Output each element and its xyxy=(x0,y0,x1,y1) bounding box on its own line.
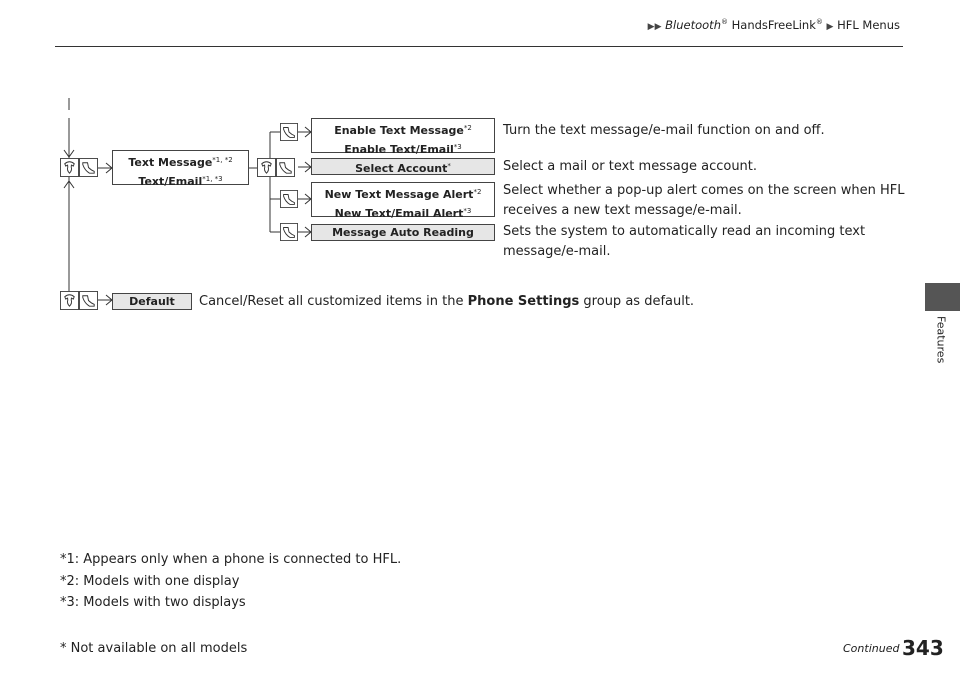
breadcrumb-arrow-icon: ▶ xyxy=(826,22,834,32)
breadcrumb-bluetooth: Bluetooth xyxy=(665,18,721,32)
enable-text-message-menu-item[interactable]: Enable Text Message$^{*2}$ Enable Text/Email$^{*3}$ xyxy=(311,118,495,153)
enable-text-message-description: Turn the text message/e-mail function on and off. xyxy=(503,123,825,138)
text-message-menu-item[interactable]: Text Message$^{*1, *2}$ Text/Email$^{*1, *3}$ xyxy=(112,150,249,185)
select-account-menu-item[interactable]: Select Account* xyxy=(311,158,495,175)
page-number: 343 xyxy=(902,636,944,660)
select-account-description: Select a mail or text message account. xyxy=(503,159,758,174)
talk-button-icon xyxy=(276,158,294,176)
phone-button-icon xyxy=(257,158,275,176)
breadcrumb-handsfreelink: HandsFreeLink xyxy=(731,18,816,32)
breadcrumb-arrow-icon: ▶▶ xyxy=(647,22,662,32)
default-menu-item[interactable]: Default xyxy=(112,293,192,310)
message-auto-reading-description: Sets the system to automatically read an incoming text message/e-mail. xyxy=(503,224,866,259)
phone-button-icon xyxy=(60,291,78,309)
phone-button-icon xyxy=(60,158,78,176)
footnote-3: *3: Models with two displays xyxy=(60,595,246,610)
continued-label: Continued xyxy=(843,642,900,655)
talk-button-icon xyxy=(280,223,297,240)
message-auto-reading-menu-item[interactable]: Message Auto Reading xyxy=(311,224,495,241)
section-tab-label: Features xyxy=(934,316,948,364)
talk-button-icon xyxy=(79,158,97,176)
default-description: Cancel/Reset all customized items in the Phone Settings group as default. xyxy=(199,294,695,309)
footnote-1: *1: Appears only when a phone is connected to HFL. xyxy=(60,552,402,567)
footnote-2: *2: Models with one display xyxy=(60,574,240,589)
breadcrumb: ▶▶ Bluetooth® HandsFreeLink® ▶ HFL Menus xyxy=(647,18,900,32)
talk-button-icon xyxy=(280,190,297,207)
new-text-message-alert-menu-item[interactable]: New Text Message Alert$^{*2}$ New Text/Email Alert$^{*3}$ xyxy=(311,182,495,217)
talk-button-icon xyxy=(79,291,97,309)
new-text-message-alert-description: Select whether a pop-up alert comes on the screen when HFL receives a new text message/e-mail. xyxy=(503,183,905,218)
breadcrumb-hfl-menus: HFL Menus xyxy=(837,18,900,32)
availability-note: * Not available on all models xyxy=(60,641,248,656)
talk-button-icon xyxy=(280,123,297,140)
